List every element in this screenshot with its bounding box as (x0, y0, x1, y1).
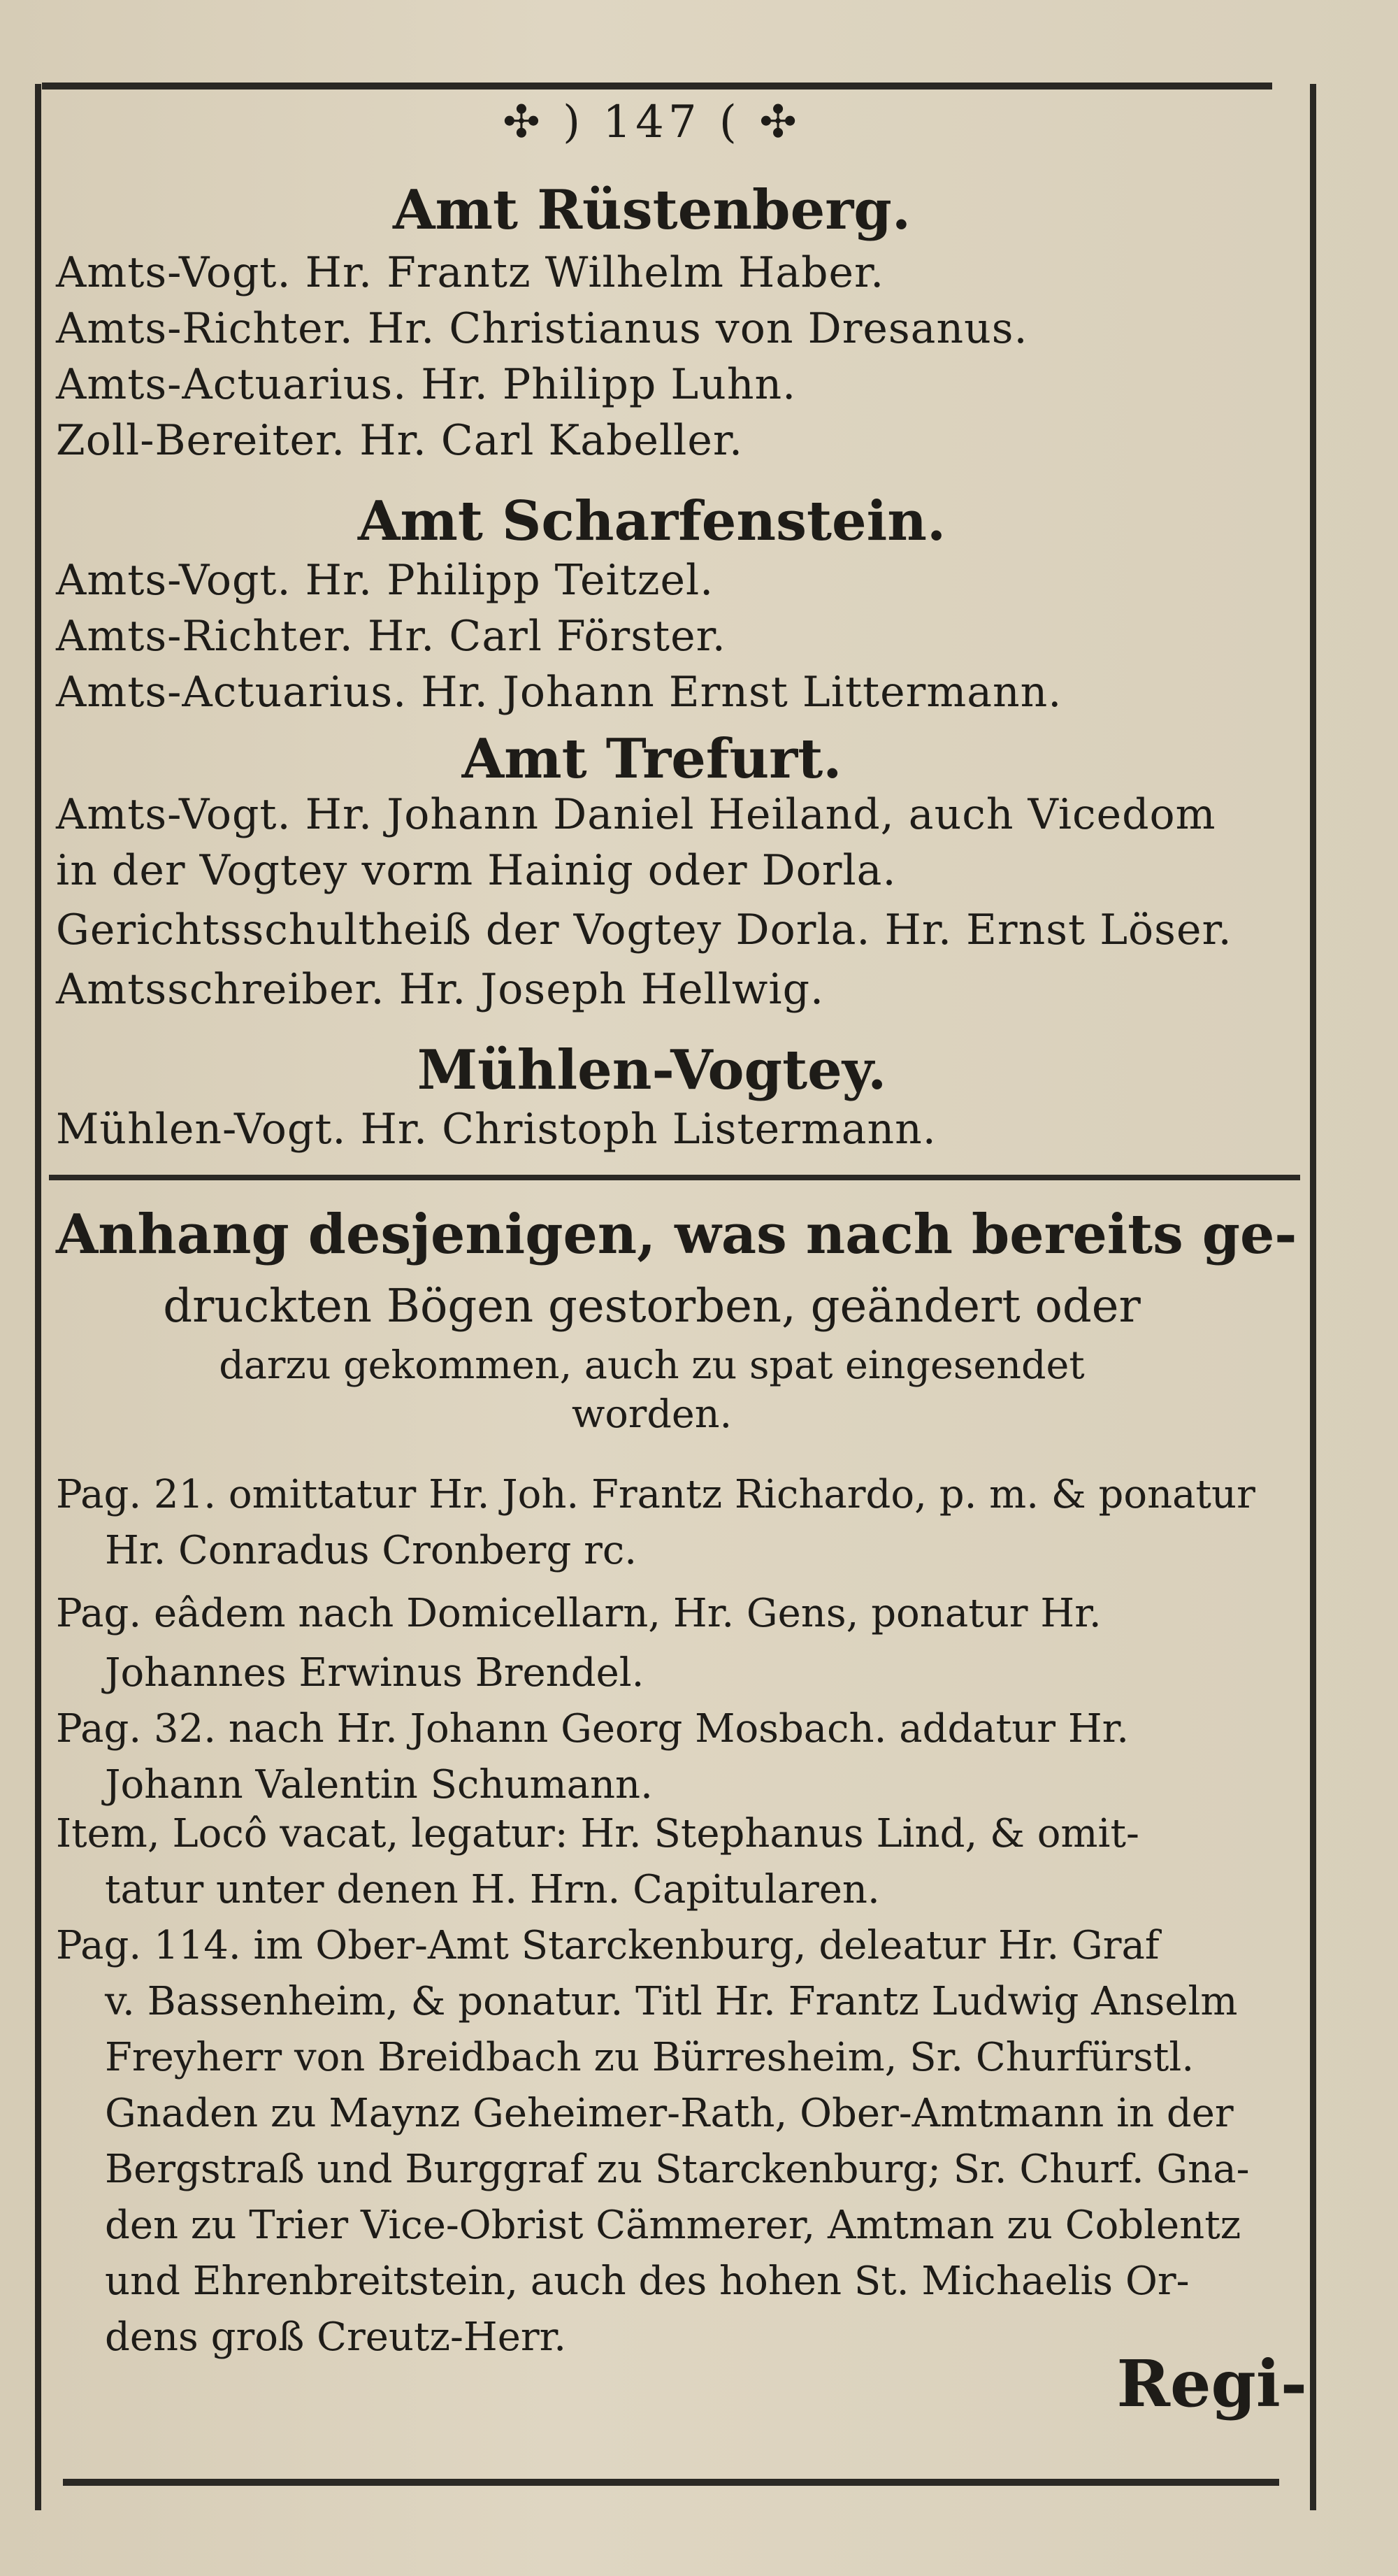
appendix-entry: Bergstraß und Burggraf zu Starckenburg; Sr. Churf. Gna- (105, 2147, 1250, 2192)
section-line: Amts-Actuarius. Hr. Philipp Luhn. (56, 360, 797, 409)
section-title: Amt Rüstenberg. (393, 178, 911, 242)
appendix-entry: dens groß Creutz-Herr. (105, 2314, 567, 2360)
section-line: Amtsschreiber. Hr. Joseph Hellwig. (56, 965, 825, 1014)
appendix-entry: den zu Trier Vice-Obrist Cämmerer, Amtman zu Coblentz (105, 2203, 1241, 2248)
appendix-entry: Johannes Erwinus Brendel. (105, 1650, 644, 1696)
appendix-title: Anhang desjenigen, was nach bereits ge- (56, 1203, 1297, 1266)
appendix-entry: Hr. Conradus Cronberg rc. (105, 1528, 637, 1573)
appendix-title: druckten Bögen gestorben, geändert oder (163, 1280, 1141, 1333)
appendix-entry: Johann Valentin Schumann. (105, 1762, 653, 1808)
appendix-entry: tatur unter denen H. Hrn. Capitularen. (105, 1867, 880, 1912)
section-title: Amt Scharfenstein. (357, 489, 946, 553)
section-line: Amts-Richter. Hr. Christianus von Dresanus. (56, 304, 1028, 353)
appendix-entry: Pag. 114. im Ober-Amt Starckenburg, deleatur Hr. Graf (56, 1923, 1160, 1968)
section-line: Mühlen-Vogt. Hr. Christoph Listermann. (56, 1105, 937, 1154)
divider-rule (49, 1175, 1300, 1180)
bottom-rule (63, 2479, 1279, 2486)
catchword: Regi- (1116, 2346, 1307, 2421)
page-header: ✣ ) 147 ( ✣ (503, 96, 801, 148)
appendix-title: darzu gekommen, auch zu spat eingesendet (219, 1343, 1085, 1388)
top-rule (42, 83, 1272, 90)
section-line: Amts-Vogt. Hr. Frantz Wilhelm Haber. (56, 248, 885, 297)
section-line: Zoll-Bereiter. Hr. Carl Kabeller. (56, 416, 744, 465)
section-line: Gerichtsschultheiß der Vogtey Dorla. Hr. Ernst Löser. (56, 906, 1232, 954)
section-line: in der Vogtey vorm Hainig oder Dorla. (56, 846, 897, 895)
section-title: Mühlen-Vogtey. (417, 1038, 887, 1102)
appendix-entry: v. Bassenheim, & ponatur. Titl Hr. Frantz Ludwig Anselm (105, 1979, 1238, 2024)
appendix-entry: Item, Locô vacat, legatur: Hr. Stephanus Lind, & omit- (56, 1811, 1139, 1856)
section-line: Amts-Actuarius. Hr. Johann Ernst Littermann. (56, 668, 1062, 717)
section-line: Amts-Richter. Hr. Carl Förster. (56, 612, 726, 661)
section-line: Amts-Vogt. Hr. Johann Daniel Heiland, auch Vicedom (56, 790, 1216, 839)
section-title: Amt Trefurt. (461, 727, 842, 791)
appendix-title: worden. (571, 1391, 733, 1437)
appendix-entry: und Ehrenbreitstein, auch des hohen St. Michaelis Or- (105, 2259, 1190, 2304)
appendix-entry: Freyherr von Breidbach zu Bürresheim, Sr. Churfürstl. (105, 2035, 1195, 2080)
appendix-entry: Pag. 32. nach Hr. Johann Georg Mosbach. addatur Hr. (56, 1706, 1130, 1752)
section-line: Amts-Vogt. Hr. Philipp Teitzel. (56, 556, 714, 605)
appendix-entry: Pag. 21. omittatur Hr. Joh. Frantz Richardo, p. m. & ponatur (56, 1472, 1255, 1517)
appendix-entry: Gnaden zu Maynz Geheimer-Rath, Ober-Amtmann in der (105, 2091, 1234, 2136)
appendix-entry: Pag. eâdem nach Domicellarn, Hr. Gens, ponatur Hr. (56, 1591, 1102, 1636)
